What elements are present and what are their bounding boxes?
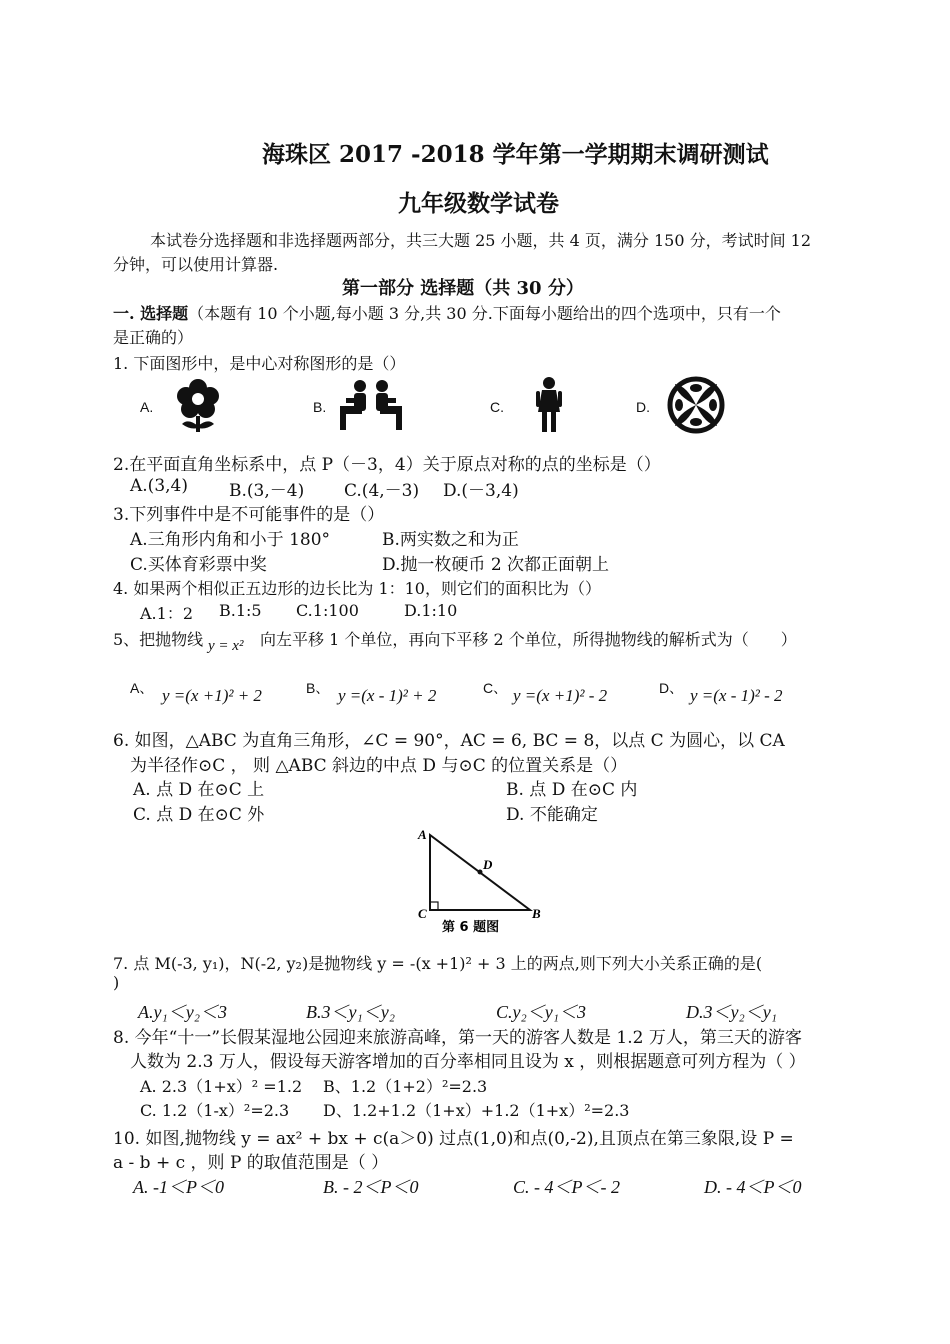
q8-stem-2: 人数为 2.3 万人，假设每天游客增加的百分率相同且设为 x ，则根据题意可列方程为（ ） (130, 1052, 806, 1072)
q5-label-a: A、 (130, 680, 154, 696)
q6-option-b: B. 点 D 在⊙C 内 (506, 780, 638, 800)
q7-option-a: A.y₁＜y₂＜3 (138, 1002, 227, 1022)
circle-pattern-figure (667, 376, 725, 434)
q2-option-a: A.(3,4) (130, 476, 188, 496)
q6-triangle-figure (410, 825, 560, 940)
q8-option-a: A. 2.3（1+x）² =1.2 (140, 1077, 303, 1096)
woman-figure (530, 376, 568, 434)
q1-stem: 1. 下面图形中，是中心对称图形的是（） (113, 354, 406, 373)
q5-stem-post: 向左平移 1 个单位，再向下平移 2 个单位，所得抛物线的解析式为（ ） (260, 630, 797, 649)
q7-stem-1: 7. 点 M(-3, y₁)，N(-2, y₂)是抛物线 y = -(x +1)² + 3 上的两点,则下列大小关系正确的是( (113, 954, 763, 973)
q6-point-a: A (418, 827, 427, 842)
q6-stem-1: 6. 如图，△ABC 为直角三角形，∠C = 90°，AC = 6, BC = 8，以点 C 为圆心，以 CA (113, 731, 785, 751)
q6-point-c: C (418, 906, 427, 921)
q7-stem-2: ) (113, 973, 120, 992)
q5-option-c: y =(x +1)² - 2 (513, 686, 608, 705)
q5-option-d: y =(x - 1)² - 2 (690, 686, 783, 705)
q2-option-d: D.(－3,4) (443, 481, 519, 501)
q6-stem-2: 为半径作⊙C ， 则 △ABC 斜边的中点 D 与⊙C 的位置关系是（） (130, 756, 628, 776)
q1-label-a: A. (140, 399, 154, 415)
q3-option-a: A.三角形内角和小于 180° (130, 530, 331, 550)
q2-option-b: B.(3,－4) (229, 481, 305, 501)
q1-label-d: D. (636, 399, 650, 415)
q10-option-c: C. - 4＜P＜- 2 (513, 1177, 620, 1197)
section-label: 一. 选择题 (113, 304, 189, 323)
q7-option-d: D.3＜y₂＜y₁ (686, 1002, 777, 1022)
q10-option-b: B. - 2＜P＜0 (323, 1177, 419, 1197)
q3-option-b: B.两实数之和为正 (382, 530, 519, 550)
q1-label-b: B. (313, 399, 327, 415)
q10-option-d: D. - 4＜P＜0 (704, 1177, 802, 1197)
exam-title: 海珠区 2017 -2018 学年第一学期期末调研测试 (262, 141, 769, 168)
exam-subtitle: 九年级数学试卷 (398, 190, 559, 217)
part1-heading: 第一部分 选择题（共 30 分） (342, 278, 584, 299)
intro-line-2: 分钟，可以使用计算器. (113, 255, 279, 274)
q5-stem-formula: y = x² (208, 638, 244, 654)
q4-option-b: B.1:5 (219, 601, 262, 620)
q8-option-c: C. 1.2（1-x）²=2.3 (140, 1101, 290, 1120)
q7-option-c: C.y₂＜y₁＜3 (496, 1002, 586, 1022)
q6-option-a: A. 点 D 在⊙C 上 (133, 780, 265, 800)
q5-stem-pre: 5、把抛物线 (113, 630, 204, 649)
q4-option-a: A.1：2 (140, 604, 194, 623)
q6-figure-caption: 第 6 题图 (442, 920, 500, 935)
q5-option-b: y =(x - 1)² + 2 (338, 686, 437, 705)
section-header (113, 301, 781, 324)
q6-point-d: D (483, 857, 493, 872)
q6-option-d: D. 不能确定 (506, 805, 598, 825)
q4-stem: 4. 如果两个相似正五边形的边长比为 1：10，则它们的面积比为（） (113, 579, 601, 598)
flower-figure (168, 376, 228, 434)
q4-option-c: C.1:100 (296, 601, 359, 620)
q10-stem-2: a - b + c ，则 P 的取值范围是（ ） (113, 1153, 389, 1173)
q3-option-c: C.买体育彩票中奖 (130, 555, 267, 575)
q5-label-c: C、 (483, 680, 508, 696)
intro-line-1: 本试卷分选择题和非选择题两部分，共三大题 25 小题，共 4 页，满分 150 分，考试时间 12 (150, 231, 812, 250)
q5-label-b: B、 (306, 680, 330, 696)
two-people-sitting-figure (336, 378, 408, 432)
q6-point-b: B (532, 906, 541, 921)
q10-option-a: A. -1＜P＜0 (133, 1177, 224, 1197)
q5-option-a: y =(x +1)² + 2 (162, 686, 262, 705)
q7-option-b: B.3＜y₁＜y₂ (306, 1002, 395, 1022)
q8-option-d: D、1.2+1.2（1+x）+1.2（1+x）²=2.3 (323, 1101, 630, 1120)
q6-option-c: C. 点 D 在⊙C 外 (133, 805, 265, 825)
q2-option-c: C.(4,－3) (344, 481, 420, 501)
q1-label-c: C. (490, 399, 504, 415)
q3-option-d: D.抛一枚硬币 2 次都正面朝上 (382, 555, 610, 575)
q2-stem: 2.在平面直角坐标系中，点 P（－3，4）关于原点对称的点的坐标是（） (113, 455, 661, 475)
q10-stem-1: 10. 如图,抛物线 y = ax² + bx + c(a＞0) 过点(1,0)和点(0,-2),且顶点在第三象限,设 P = (113, 1129, 794, 1149)
q5-label-d: D、 (659, 680, 684, 696)
section-desc-1: （本题有 10 个小题,每小题 3 分,共 30 分.下面每小题给出的四个选项中，只有一个 (188, 304, 781, 323)
q8-stem-1: 8. 今年“十一”长假某湿地公园迎来旅游高峰，第一天的游客人数是 1.2 万人，第三天的游客 (113, 1028, 802, 1048)
q3-stem: 3.下列事件中是不可能事件的是（） (113, 505, 385, 525)
section-desc-2: 是正确的） (113, 328, 194, 347)
q4-option-d: D.1:10 (404, 601, 458, 620)
q8-option-b: B、1.2（1+2）²=2.3 (323, 1077, 488, 1096)
